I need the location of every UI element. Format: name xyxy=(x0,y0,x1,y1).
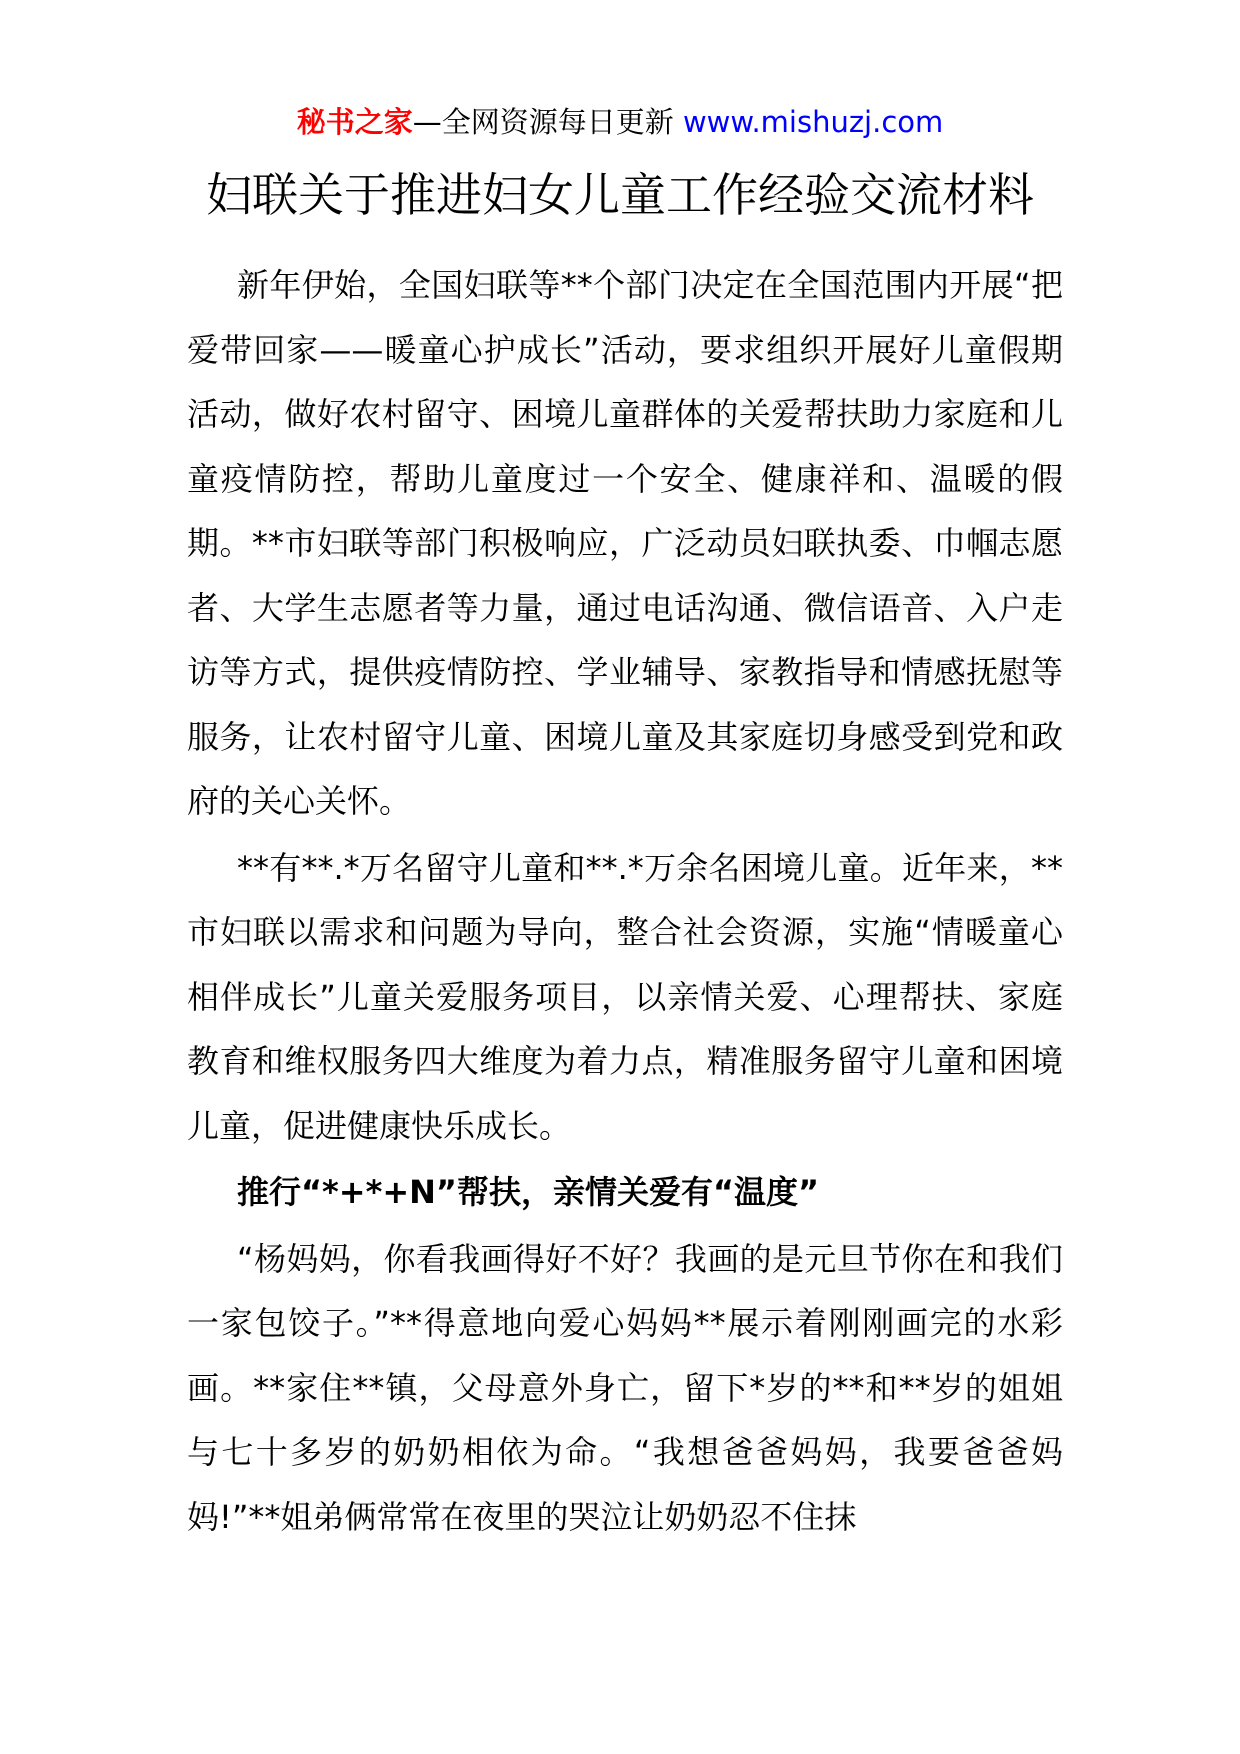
paragraph-1: 新年伊始，全国妇联等**个部门决定在全国范围内开展“把爱带回家——暖童心护成长”活动，要求组织开展好儿童假期活动，做好农村留守、困境儿童群体的关爱帮扶助力家庭和儿童疫情防控，帮助儿童度过一个安全、健康祥和、温暖的假期。**市妇联等部门积极响应，广泛动员妇联执委、巾帼志愿者、大学生志愿者等力量，通过电话沟通、微信语音、入户走访等方式，提供疫情防控、学业辅导、家教指导和情感抚慰等服务，让农村留守儿童、困境儿童及其家庭切身感受到党和政府的关心关怀。 xyxy=(187,266,1063,820)
document-body xyxy=(187,253,1063,1551)
paragraph-2: **有**.*万名留守儿童和**.*万余名困境儿童。近年来，**市妇联以需求和问题为导向，整合社会资源，实施“情暖童心相伴成长”儿童关爱服务项目，以亲情关爱、心理帮扶、家庭教育和维权服务四大维度为着力点，精准服务留守儿童和困境儿童，促进健康快乐成长。 xyxy=(187,848,1063,1145)
paragraph-3: “杨妈妈，你看我画得好不好？我画的是元旦节你在和我们一家包饺子。”**得意地向爱心妈妈**展示着刚刚画完的水彩画。**家住**镇，父母意外身亡，留下*岁的**和**岁的姐姐与七十多岁的奶奶相依为命。“我想爸爸妈妈，我要爸爸妈妈!”**姐弟俩常常在夜里的哭泣让奶奶忍不住抹 xyxy=(187,1239,1063,1536)
page-title: 妇联关于推进妇女儿童工作经验交流材料 xyxy=(206,168,1034,222)
brand-name: 秘书之家 xyxy=(296,105,413,139)
site-url[interactable]: www.mishuzj.com xyxy=(682,105,944,139)
section-heading: 推行“*+*+N”帮扶，亲情关爱有“温度” xyxy=(237,1173,820,1211)
site-header xyxy=(0,100,1240,144)
header-slogan: —全网资源每日更新 xyxy=(412,105,674,139)
